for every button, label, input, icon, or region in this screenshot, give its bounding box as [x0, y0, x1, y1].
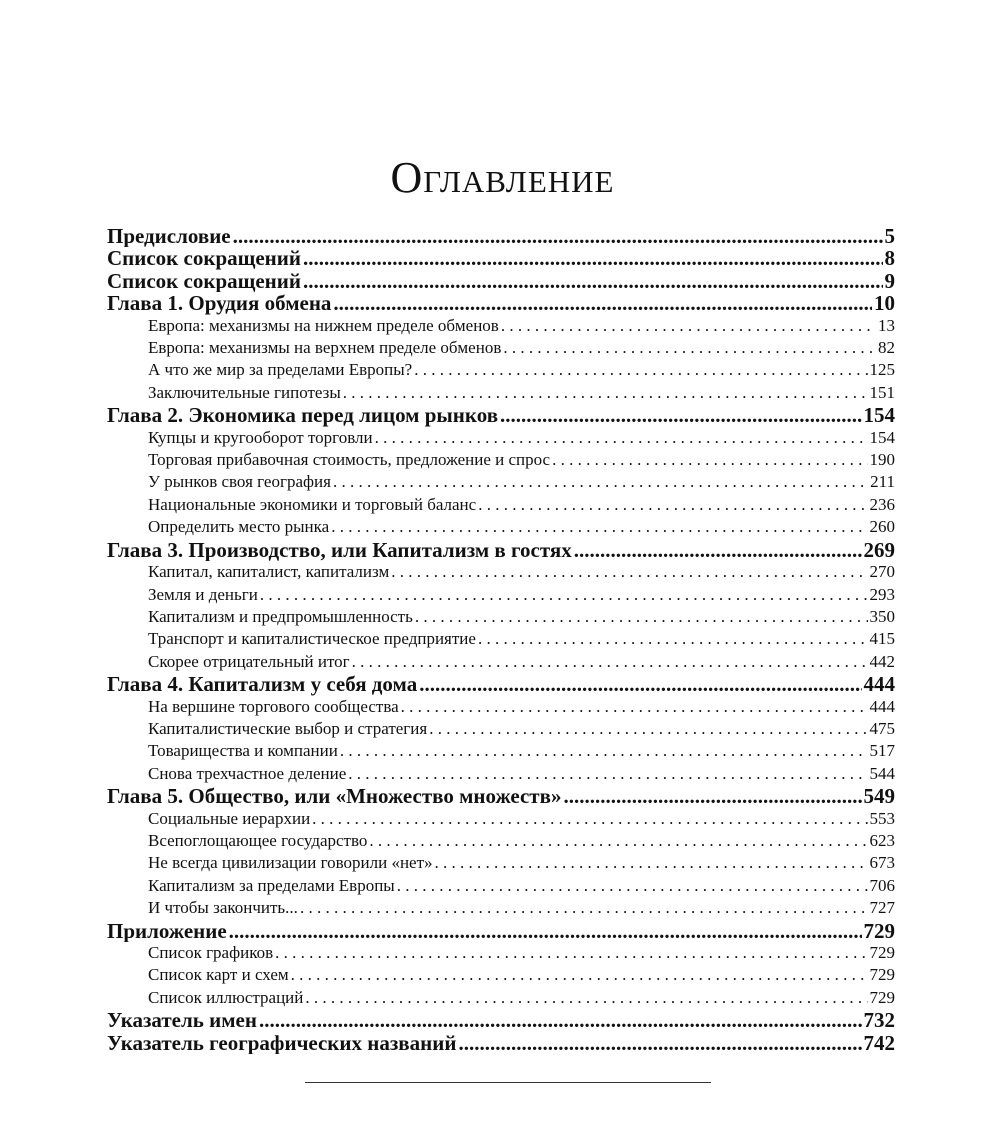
- toc-entry-label: Всепоглощающее государство: [148, 830, 368, 850]
- dot-leader: [300, 897, 868, 919]
- toc-section-entry[interactable]: [107, 808, 895, 830]
- dot-leader: [348, 763, 867, 785]
- toc-entry-page-number: 236: [869, 494, 895, 514]
- toc-entry-label: Список иллюстраций: [148, 987, 304, 1007]
- dot-leader: [260, 584, 868, 606]
- toc-entry-page-number: 727: [869, 898, 895, 918]
- toc-entry-page-number: 260: [869, 517, 895, 537]
- toc-entry-label: И чтобы закончить...: [148, 898, 298, 918]
- toc-entry-page-number: 444: [863, 673, 895, 696]
- toc-entry-page-number: 293: [869, 584, 895, 604]
- toc-section-entry[interactable]: [107, 651, 895, 673]
- dot-leader: [500, 404, 861, 426]
- toc-section-entry[interactable]: [107, 471, 895, 493]
- toc-entry-label: Снова трехчастное деление: [148, 763, 347, 783]
- toc-entry-page-number: 729: [869, 987, 895, 1007]
- toc-section-entry[interactable]: [107, 964, 895, 986]
- dot-leader: [229, 920, 862, 942]
- toc-entry-page-number: 549: [863, 785, 895, 808]
- dot-leader: [478, 494, 867, 516]
- toc-entry-page-number: 729: [863, 919, 895, 942]
- toc-chapter-entry[interactable]: [107, 539, 895, 561]
- toc-entry-label: Европа: механизмы на нижнем пределе обменов: [148, 315, 499, 335]
- dot-leader: [401, 696, 868, 718]
- toc-entry-label: Предисловие: [107, 225, 231, 248]
- toc-section-entry[interactable]: [107, 740, 895, 762]
- toc-entry-label: Капиталистические выбор и стратегия: [148, 718, 428, 738]
- toc-chapter-entry[interactable]: [107, 1032, 895, 1054]
- dot-leader: [333, 292, 872, 314]
- toc-entry-page-number: 5: [884, 225, 895, 248]
- toc-entry-label: Торговая прибавочная стоимость, предложение и спрос: [148, 450, 551, 470]
- toc-section-entry[interactable]: [107, 628, 895, 650]
- toc-section-entry[interactable]: [107, 494, 895, 516]
- toc-entry-label: Глава 5. Общество, или «Множество множеств»: [107, 785, 562, 808]
- toc-entry-label: Указатель географических названий: [107, 1031, 457, 1055]
- toc-chapter-entry[interactable]: [107, 673, 895, 695]
- toc-section-entry[interactable]: [107, 830, 895, 852]
- toc-section-entry[interactable]: [107, 315, 895, 337]
- toc-entry-page-number: 729: [869, 965, 895, 985]
- toc-entry-label: Список карт и схем: [148, 965, 289, 985]
- toc-entry-label: Глава 3. Производство, или Капитализм в гостях: [107, 538, 572, 562]
- toc-entry-label: Транспорт и капиталистическое предприятие: [148, 629, 476, 649]
- dot-leader: [415, 606, 868, 628]
- toc-section-entry[interactable]: [107, 561, 895, 583]
- dot-leader: [333, 471, 868, 493]
- toc-entry-label: Указатель имен: [107, 1009, 257, 1032]
- dot-leader: [501, 315, 876, 337]
- dot-leader: [419, 673, 861, 695]
- dot-leader: [397, 875, 868, 897]
- toc-entry-label: Европа: механизмы на верхнем пределе обменов: [148, 338, 502, 358]
- dot-leader: [343, 382, 868, 404]
- toc-entry-label: Социальные иерархии: [148, 808, 311, 828]
- toc-entry-page-number: 9: [884, 269, 895, 293]
- dot-leader: [375, 427, 868, 449]
- dot-leader: [435, 852, 868, 874]
- toc-entry-page-number: 13: [878, 315, 895, 335]
- toc-entry-page-number: 623: [869, 830, 895, 850]
- toc-chapter-entry[interactable]: [107, 785, 895, 807]
- dot-leader: [352, 651, 868, 673]
- toc-section-entry[interactable]: [107, 987, 895, 1009]
- toc-entry-page-number: 125: [869, 360, 895, 380]
- toc-section-entry[interactable]: [107, 606, 895, 628]
- toc-section-entry[interactable]: [107, 359, 895, 381]
- toc-section-entry[interactable]: [107, 852, 895, 874]
- toc-section-entry[interactable]: [107, 897, 895, 919]
- toc-entry-label: Глава 2. Экономика перед лицом рынков: [107, 404, 499, 427]
- bottom-divider: [305, 1082, 711, 1083]
- toc-entry-label: Капитализм за пределами Европы: [148, 875, 395, 895]
- dot-leader: [312, 808, 867, 830]
- toc-entry-page-number: 673: [869, 853, 895, 873]
- dot-leader: [303, 270, 883, 292]
- toc-entry-page-number: 10: [874, 292, 895, 315]
- toc-entry-label: Товарищества и компании: [148, 741, 338, 761]
- toc-chapter-entry[interactable]: [107, 404, 895, 426]
- toc-chapter-entry[interactable]: [107, 1009, 895, 1031]
- table-of-contents: [107, 225, 895, 1054]
- toc-section-entry[interactable]: [107, 382, 895, 404]
- dot-leader: [478, 628, 868, 650]
- dot-leader: [391, 561, 867, 583]
- toc-entry-label: Земля и деньги: [148, 584, 258, 604]
- toc-entry-label: Список графиков: [148, 943, 274, 962]
- toc-chapter-entry[interactable]: [107, 225, 895, 247]
- toc-entry-page-number: 444: [869, 696, 895, 716]
- toc-entry-page-number: 190: [869, 450, 895, 470]
- toc-entry-page-number: 742: [863, 1031, 895, 1055]
- toc-entry-label: Заключительные гипотезы: [148, 382, 341, 402]
- dot-leader: [291, 964, 868, 986]
- toc-entry-page-number: 517: [869, 741, 895, 761]
- toc-section-entry[interactable]: [107, 337, 895, 359]
- dot-leader: [275, 942, 867, 964]
- toc-entry-page-number: 151: [869, 382, 895, 402]
- page-title: Оглавление: [390, 153, 615, 202]
- toc-entry-label: Не всегда цивилизации говорили «нет»: [148, 853, 433, 873]
- toc-entry-page-number: 732: [863, 1009, 895, 1032]
- dot-leader: [305, 987, 867, 1009]
- dot-leader: [259, 1009, 862, 1031]
- dot-leader: [574, 539, 862, 561]
- dot-leader: [340, 740, 868, 762]
- toc-section-entry[interactable]: [107, 875, 895, 897]
- toc-entry-page-number: 475: [869, 718, 895, 738]
- toc-entry-label: Список сокращений: [107, 247, 301, 270]
- toc-entry-page-number: 154: [869, 427, 895, 447]
- toc-entry-label: У рынков своя география: [148, 472, 331, 492]
- toc-chapter-entry[interactable]: [107, 292, 895, 314]
- toc-section-entry[interactable]: [107, 696, 895, 718]
- toc-entry-label: Глава 1. Орудия обмена: [107, 292, 332, 315]
- toc-entry-page-number: 350: [869, 606, 895, 626]
- toc-entry-page-number: 544: [869, 763, 895, 783]
- dot-leader: [414, 359, 867, 381]
- toc-entry-page-number: 270: [869, 562, 895, 582]
- toc-entry-page-number: 706: [869, 875, 895, 895]
- dot-leader: [563, 785, 861, 807]
- toc-section-entry[interactable]: [107, 427, 895, 449]
- toc-entry-label: Капитализм и предпромышленность: [148, 606, 413, 626]
- toc-entry-label: Капитал, капиталист, капитализм: [148, 562, 390, 582]
- dot-leader: [429, 718, 867, 740]
- toc-section-entry[interactable]: [107, 942, 895, 964]
- toc-entry-label: А что же мир за пределами Европы?: [148, 360, 413, 380]
- toc-chapter-entry[interactable]: [107, 920, 895, 942]
- toc-entry-page-number: 82: [878, 338, 895, 358]
- toc-entry-page-number: 269: [863, 538, 895, 562]
- toc-entry-label: Национальные экономики и торговый баланс: [148, 494, 477, 514]
- toc-entry-label: Приложение: [107, 919, 227, 942]
- toc-entry-page-number: 415: [869, 629, 895, 649]
- toc-entry-page-number: 442: [869, 651, 895, 671]
- toc-entry-label: На вершине торгового сообщества: [148, 696, 399, 716]
- toc-chapter-entry[interactable]: [107, 247, 895, 269]
- dot-leader: [503, 337, 876, 359]
- toc-entry-page-number: 154: [863, 404, 895, 427]
- dot-leader: [331, 516, 867, 538]
- toc-entry-label: Купцы и кругооборот торговли: [148, 427, 373, 447]
- toc-entry-label: Список сокращений: [107, 269, 301, 293]
- dot-leader: [458, 1032, 861, 1054]
- toc-entry-label: Глава 4. Капитализм у себя дома: [107, 673, 418, 696]
- toc-entry-page-number: 8: [884, 247, 895, 270]
- toc-entry-label: Скорее отрицательный итог: [148, 651, 350, 671]
- toc-section-entry[interactable]: [107, 449, 895, 471]
- toc-entry-page-number: 211: [870, 472, 895, 492]
- toc-entry-page-number: 729: [869, 943, 895, 962]
- toc-section-entry[interactable]: [107, 584, 895, 606]
- dot-leader: [552, 449, 867, 471]
- toc-entry-label: Определить место рынка: [148, 517, 330, 537]
- dot-leader: [303, 247, 883, 269]
- toc-chapter-entry[interactable]: [107, 270, 895, 292]
- dot-leader: [233, 225, 883, 247]
- toc-section-entry[interactable]: [107, 718, 895, 740]
- toc-entry-page-number: 553: [869, 808, 895, 828]
- dot-leader: [369, 830, 867, 852]
- toc-section-entry[interactable]: [107, 763, 895, 785]
- toc-section-entry[interactable]: [107, 516, 895, 538]
